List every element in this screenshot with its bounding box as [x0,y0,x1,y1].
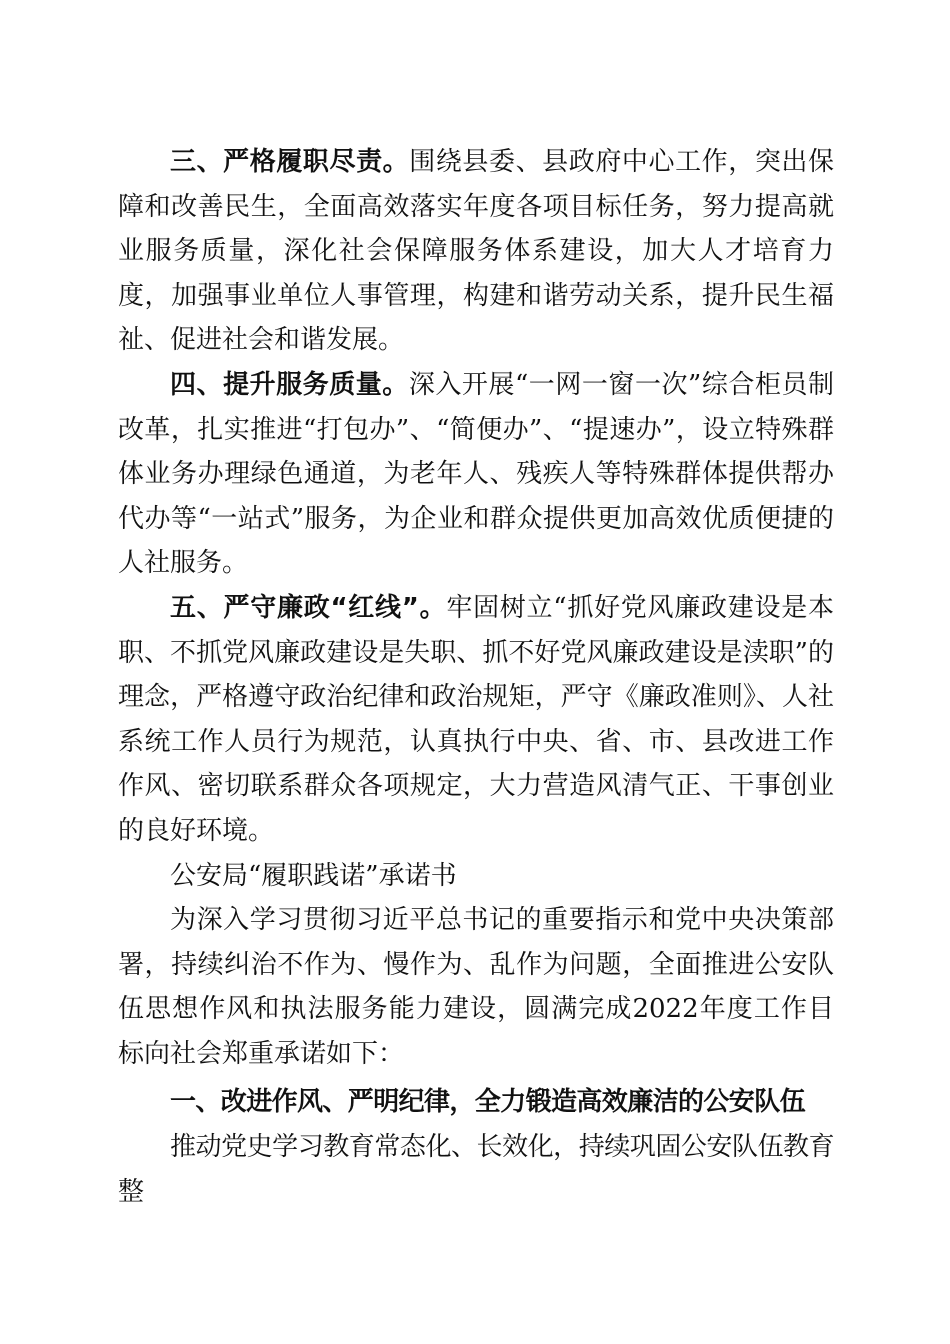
section-1-heading: 一、改进作风、严明纪律，全力锻造高效廉洁的公安队伍 [170,1087,806,1118]
section-4-heading: 四、提升服务质量。 [170,369,409,400]
document-title: 公安局“履职践诺”承诺书 [170,860,457,891]
section-4-body: 深入开展“一网一窗一次”综合柜员制改革，扎实推进“打包办”、“简便办”、“提速办”，设立特殊群体业务办理绿色通道，为老年人、残疾人等特殊群体提供帮办代办等“一站式”服务，为企业和群众提供更加高效优质便捷的人社服务。 [118,369,834,579]
document-body [118,140,834,1214]
section-5-heading: 五、严守廉政“红线”。 [170,592,447,623]
paragraph-section-4 [118,363,834,586]
paragraph-section-3 [118,140,834,363]
paragraph-section-5 [118,586,834,854]
section-3-heading: 三、严格履职尽责。 [170,147,410,177]
section-5-body: 牢固树立“抓好党风廉政建设是本职、不抓党风廉政建设是失职、抓不好党风廉政建设是渎职”的理念，严格遵守政治纪律和政治规矩，严守《廉政准则》、人社系统工作人员行为规范，认真执行中央、省、市、县改进工作作风、密切联系群众各项规定，大力营造风清气正、干事创业的良好环境。 [118,592,834,846]
section-1-body: 推动党史学习教育常态化、长效化，持续巩固公安队伍教育整 [118,1132,834,1207]
intro-paragraph: 为深入学习贯彻习近平总书记的重要指示和党中央决策部署，持续纠治不作为、慢作为、乱作为问题，全面推进公安队伍思想作风和执法服务能力建设，圆满完成2022年度工作目标向社会郑重承诺如下： [118,905,834,1069]
section-3-body: 围绕县委、县政府中心工作，突出保障和改善民生，全面高效落实年度各项目标任务，努力提高就业服务质量，深化社会保障服务体系建设，加大人才培育力度，加强事业单位人事管理，构建和谐劳动关系，提升民生福祉、促进社会和谐发展。 [118,147,834,356]
